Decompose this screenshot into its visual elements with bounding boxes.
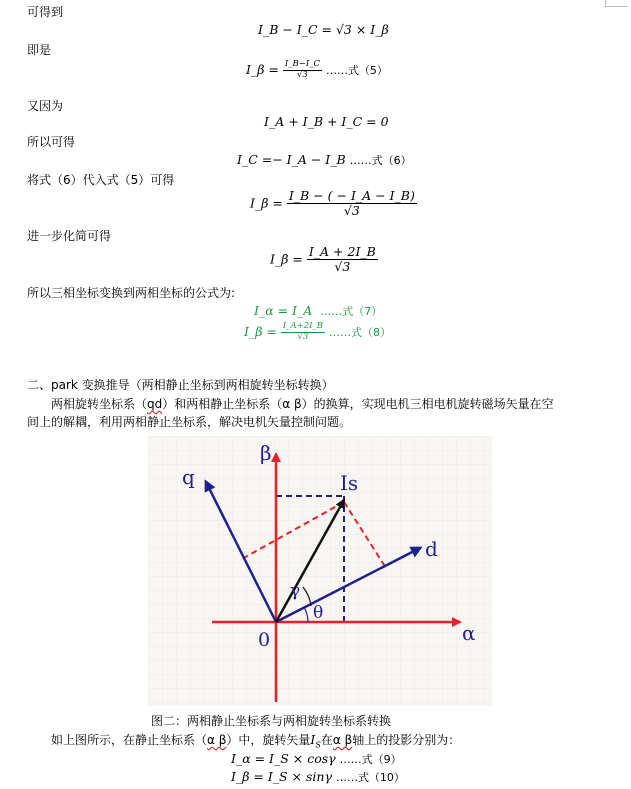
paragraph-line-1: 两相旋转坐标系（qd）和两相静止坐标系（α β）的换算，实现电机三相电机旋转磁场矢量在空 (51, 397, 554, 411)
equation-5: I_β = $\frac{I\_B-I\_C}{√3}$ ……式（5） (246, 59, 388, 80)
text-line-5: 将式（6）代入式（5）可得 (27, 173, 175, 187)
text-line-4: 所以可得 (27, 135, 76, 149)
paragraph-line-2: 间上的解耦，利用两相静止坐标系，解决电机矢量控制问题。 (27, 415, 352, 429)
coordinate-transform-figure (148, 436, 492, 706)
d-label: d (425, 537, 438, 561)
figure-grid (148, 436, 492, 706)
equation-9: I_α = I_S × cosγ ……式（9） (231, 751, 402, 766)
equation-8: I_β = $\frac{I\_A+2I\_B}{√3}$ ……式（8） (244, 321, 391, 342)
equation-substitute: I_β = $\frac{I\_B - ( - I\_A - I\_B)}{√3}$ (250, 188, 415, 219)
text-line-7: 所以三相坐标变换到两相坐标的公式为: (27, 286, 236, 300)
equation-3: I_A + I_B + I_C = 0 (264, 114, 389, 129)
alpha-label: α (462, 621, 476, 645)
theta-label: θ (313, 603, 324, 623)
text-line-3: 又因为 (27, 99, 64, 113)
equation-simplified: I_β = $\frac{I\_A + 2I\_B}{√3}$ (270, 244, 376, 275)
text-line-6: 进一步化简可得 (27, 229, 112, 243)
beta-label: β (260, 441, 272, 465)
is-label: Is (340, 471, 359, 495)
paragraph-line-3: 如上图所示，在静止坐标系（α β）中，旋转矢量$I_S$在α β轴上的投影分别为： (51, 732, 461, 750)
text-line-2: 即是 (27, 43, 52, 57)
section-title: 二、park 变换推导（两相静止坐标到两相旋转坐标转换） (27, 378, 334, 392)
figure-caption: 图二：两相静止坐标系与两相旋转坐标系转换 (151, 714, 392, 728)
text-line-1: 可得到 (27, 5, 64, 19)
page-corner-mark (605, 0, 628, 7)
gamma-label: γ (290, 581, 301, 601)
equation-7: I_α = I_A ……式（7） (254, 303, 383, 318)
equation-1: I_B − I_C = √3 × I_β (258, 22, 389, 37)
equation-6: I_C =− I_A − I_B ……式（6） (237, 152, 412, 167)
origin-label: 0 (258, 629, 271, 651)
equation-10: I_β = I_S × sinγ ……式（10） (231, 769, 405, 784)
q-label: q (182, 465, 195, 489)
